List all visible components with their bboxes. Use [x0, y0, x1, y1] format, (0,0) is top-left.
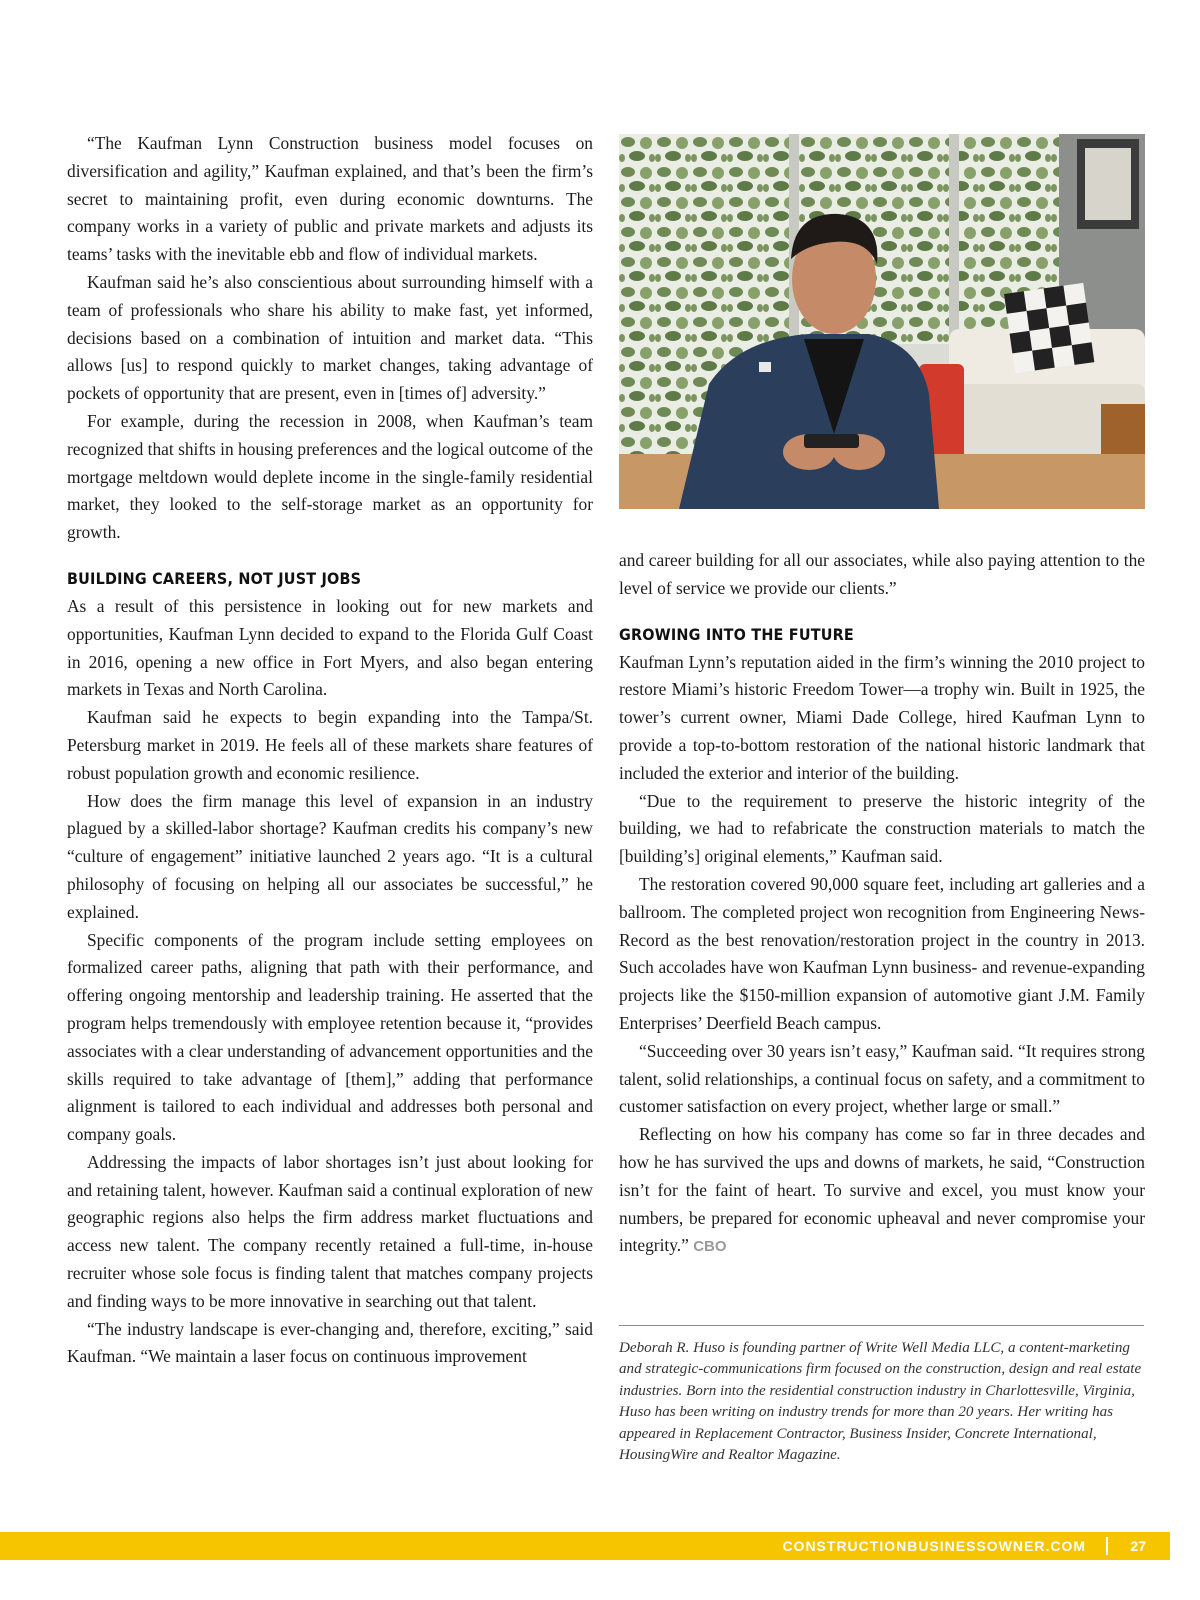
paragraph: and career building for all our associates, while also paying attention to the level of service we provide our clients.” — [619, 550, 1145, 598]
left-column — [67, 130, 593, 1371]
paragraph: “The Kaufman Lynn Construction business model focuses on diversification and agility,” Kaufman explained, and that’s been the firm’s secret to maintaining profit, even during economic downturns. The company works in a variety of public and private markets and adjusts its teams’ tasks with the inevitable ebb and flow of individual markets. — [67, 133, 593, 265]
bio-divider — [619, 1325, 1144, 1326]
paragraph: Kaufman Lynn’s reputation aided in the firm’s winning the 2010 project to restore Miami’s historic Freedom Tower—a trophy win. Built in 1925, the tower’s current owner, Miami Dade College, hired Kaufman Lynn to provide a top-to-bottom restoration of the national historic landmark that included the exterior and interior of the building. — [619, 651, 1145, 783]
man-with-phone-photo — [619, 134, 1145, 509]
paragraph: “The industry landscape is ever-changing and, therefore, exciting,” said Kaufman. “We maintain a laser focus on continuous improvement — [67, 1318, 593, 1367]
paragraph: Kaufman said he expects to begin expanding into the Tampa/St. Petersburg market in 2019. He feels all of these markets share features of robust population growth and economic resilience. — [67, 707, 593, 783]
cbo-end-mark: CBO — [693, 1238, 727, 1256]
section-heading-building-careers: BUILDING CAREERS, NOT JUST JOBS — [67, 568, 362, 588]
paragraph: For example, during the recession in 2008, when Kaufman’s team recognized that shifts in housing preferences and the logical outcome of the mortgage meltdown would deplete income in the single-family residential market, they looked to the self-storage market as an opportunity for growth. — [67, 410, 593, 543]
paragraph: As a result of this persistence in looking out for new markets and opportunities, Kaufman Lynn decided to expand to the Florida Gulf Coast in 2016, opening a new office in Fort Myers, and also began entering markets in Texas and North Carolina. — [67, 595, 593, 700]
paragraph: Specific components of the program include setting employees on formalized career paths, aligning that path with their performance, and offering ongoing mentorship and leadership training. He asserted that the program helps tremendously with employee retention because it, “provides associates with a clear understanding of advancement opportunities and the skills required to take advantage of [them],” adding that performance alignment is tailored to each individual and addresses both personal and company goals. — [67, 929, 593, 1145]
paragraph: The restoration covered 90,000 square feet, including art galleries and a ballroom. The completed project won recognition from Engineering News-Record as the best renovation/restoration project in the country in 2013. Such accolades have won Kaufman Lynn business- and revenue-expanding projects like the $150-million expansion of automotive giant J.M. Family Enterprises’ Deerfield Beach campus. — [619, 873, 1145, 1033]
article-photo — [619, 134, 1145, 509]
right-column — [619, 547, 1145, 1261]
footer-site-link[interactable]: CONSTRUCTIONBUSINESSOWNER.COM — [782, 1538, 1086, 1554]
section-heading-growing-future: GROWING INTO THE FUTURE — [619, 624, 854, 644]
paragraph: Addressing the impacts of labor shortages isn’t just about looking for and retaining talent, however. Kaufman said a continual exploration of new geographic regions also helps the firm address market fluctuations and access new talent. The company recently retained a full-time, in-house recruiter whose sole focus is finding talent that matches company projects and finding ways to be more innovative in searching out that talent. — [67, 1151, 593, 1311]
paragraph: How does the firm manage this level of expansion in an industry plagued by a skilled-labor shortage? Kaufman credits his company’s new “culture of engagement” initiative launched 2 years ago. “It is a cultural philosophy of focusing on helping all our associates be successful,” he explained. — [67, 790, 593, 922]
page-number: 27 — [1130, 1538, 1146, 1554]
paragraph: “Succeeding over 30 years isn’t easy,” Kaufman said. “It requires strong talent, solid relationships, a continual focus on safety, and a commitment to customer satisfaction on every project, whether large or small.” — [619, 1040, 1145, 1117]
paragraph: “Due to the requirement to preserve the historic integrity of the building, we had to refabricate the construction materials to match the [building’s] original elements,” Kaufman said. — [619, 790, 1145, 867]
footer-bar — [0, 1532, 1170, 1560]
footer-separator — [1106, 1537, 1108, 1555]
author-bio: Deborah R. Huso is founding partner of Write Well Media LLC, a content-marketing and strategic-communications firm focused on the construction, design and real estate industries. Born into the residential construction industry in Charlottesville, Virginia, Huso has been writing on industry trends for more than 20 years. Her writing has appeared in Replacement Contractor, Business Insider, Concrete International, HousingWire and Realtor Magazine. — [619, 1340, 1142, 1464]
closing-paragraph-text: Reflecting on how his company has come so far in three decades and how he has survived the ups and downs of markets, he said, “Construction isn’t for the faint of heart. To survive and excel, you must know your numbers, be prepared for economic upheaval and never compromise your integrity.” — [619, 1124, 1145, 1256]
paragraph: Kaufman said he’s also conscientious about surrounding himself with a team of professionals who share his ability to make fast, yet informed, decisions based on a combination of intuition and market data. “This allows [us] to respond quickly to market changes, taking advantage of pockets of opportunity that are present, even in [times of] adversity.” — [67, 271, 593, 404]
paragraph — [619, 1121, 1145, 1261]
